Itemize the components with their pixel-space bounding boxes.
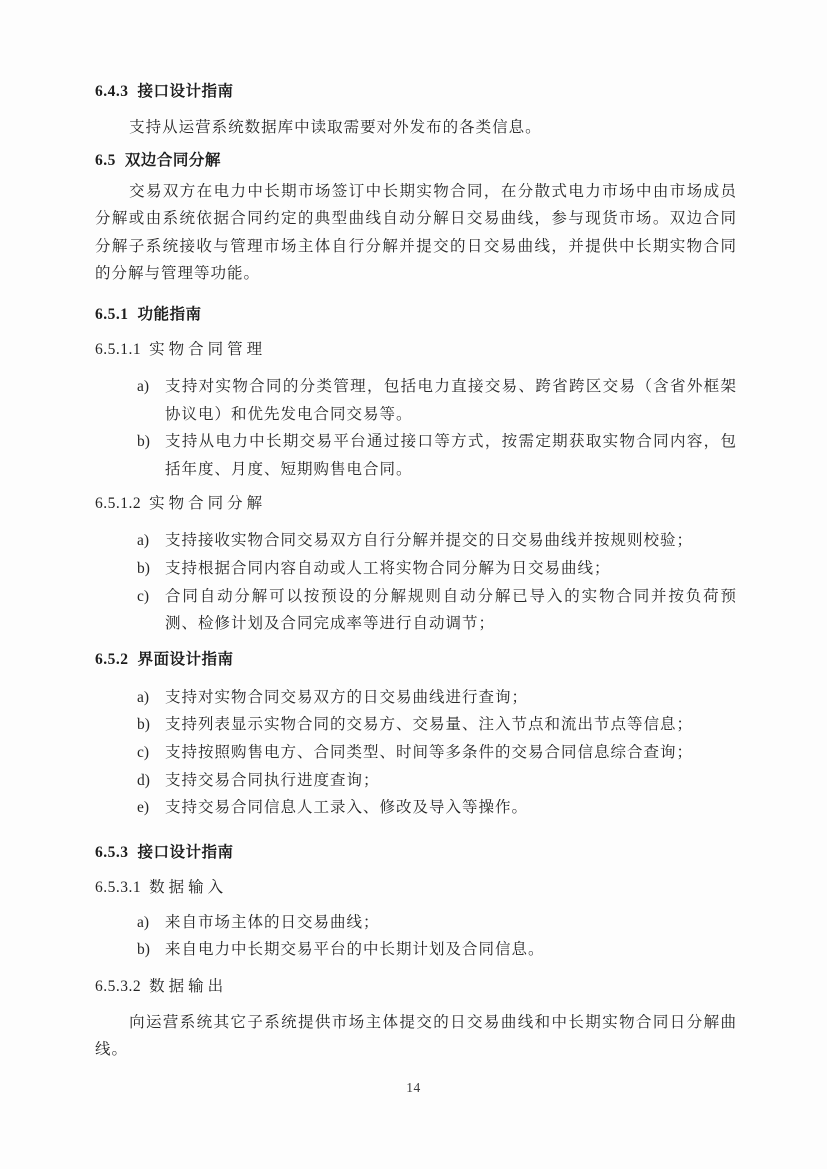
list-item-text: 支持交易合同信息人工录入、修改及导入等操作。 bbox=[165, 799, 529, 817]
list-item bbox=[137, 684, 737, 712]
list-item bbox=[137, 739, 737, 767]
list-marker: b) bbox=[137, 716, 150, 734]
heading-number: 6.5.1 bbox=[95, 305, 129, 323]
heading-number: 6.5.1.1 bbox=[95, 340, 142, 358]
heading-title: 界面设计指南 bbox=[137, 650, 234, 668]
list-item-text: 支持从电力中长期交易平台通过接口等方式，按需定期获取实物合同内容，包括年度、月度、短期购售电合同。 bbox=[165, 433, 737, 478]
list-item-text: 支持按照购售电方、合同类型、时间等多条件的交易合同信息综合查询； bbox=[165, 743, 694, 761]
list-item-text: 来自电力中长期交易平台的中长期计划及合同信息。 bbox=[165, 941, 545, 959]
list-item-text: 支持根据合同内容自动或人工将实物合同分解为日交易曲线； bbox=[165, 559, 611, 577]
list-item bbox=[137, 909, 737, 937]
list-item bbox=[137, 794, 737, 822]
list-item-text: 支持接收实物合同交易双方自行分解并提交的日交易曲线并按规则校验； bbox=[165, 532, 694, 550]
body-paragraph: 交易双方在电力中长期市场签订中长期实物合同，在分散式电力市场中由市场成员分解或由系统依据合同约定的典型曲线自动分解日交易曲线，参与现货市场。双边合同分解子系统接收与管理市场主体自行分解并提交的日交易曲线，并提供中长期实物合同的分解与管理等功能。 bbox=[95, 182, 737, 283]
list-item-text: 支持对实物合同交易双方的日交易曲线进行查询； bbox=[165, 688, 529, 706]
list-item bbox=[137, 527, 737, 555]
heading-6-5-3-1 bbox=[95, 874, 737, 902]
list-marker: e) bbox=[137, 799, 150, 817]
list-item bbox=[137, 711, 737, 739]
heading-title: 实物合同分解 bbox=[149, 495, 267, 513]
page-number: 14 bbox=[406, 1080, 421, 1095]
heading-number: 6.4.3 bbox=[95, 83, 129, 100]
heading-title: 数据输出 bbox=[149, 977, 228, 995]
list-marker: b) bbox=[137, 941, 150, 959]
heading-6-5-1-1 bbox=[95, 336, 737, 364]
lettered-list bbox=[137, 684, 737, 822]
list-marker: b) bbox=[137, 433, 150, 451]
heading-title: 接口设计指南 bbox=[137, 83, 234, 100]
body-paragraph: 支持从运营系统数据库中读取需要对外发布的各类信息。 bbox=[129, 119, 542, 136]
list-marker: a) bbox=[137, 913, 150, 931]
heading-6-5-1 bbox=[95, 301, 737, 329]
heading-title: 实物合同管理 bbox=[149, 340, 267, 358]
list-item bbox=[137, 936, 737, 964]
list-item-text: 支持列表显示实物合同的交易方、交易量、注入节点和流出节点等信息； bbox=[165, 716, 694, 734]
heading-number: 6.5.3 bbox=[95, 843, 129, 861]
heading-title: 功能指南 bbox=[137, 305, 202, 323]
heading-6-5-2 bbox=[95, 646, 737, 674]
heading-6-5 bbox=[95, 147, 737, 175]
heading-number: 6.5.2 bbox=[95, 650, 129, 668]
list-item-text: 支持对实物合同的分类管理，包括电力直接交易、跨省跨区交易（含省外框架协议电）和优先发电合同交易等。 bbox=[165, 377, 737, 423]
list-item bbox=[137, 583, 737, 638]
list-marker: b) bbox=[137, 559, 150, 577]
heading-title: 双边合同分解 bbox=[124, 151, 221, 169]
list-marker: c) bbox=[137, 743, 150, 761]
heading-number: 6.5 bbox=[95, 151, 116, 169]
list-item bbox=[137, 428, 737, 483]
lettered-list bbox=[137, 373, 737, 483]
heading-6-5-3-2 bbox=[95, 973, 737, 1001]
list-marker: d) bbox=[137, 771, 150, 789]
list-marker: c) bbox=[137, 587, 150, 605]
heading-title: 数据输入 bbox=[149, 878, 228, 896]
list-item-text: 支持交易合同执行进度查询； bbox=[165, 771, 380, 789]
heading-number: 6.5.1.2 bbox=[95, 495, 142, 513]
list-item bbox=[137, 555, 737, 583]
page-footer bbox=[0, 1080, 827, 1096]
list-marker: a) bbox=[137, 377, 150, 395]
heading-6-5-3 bbox=[95, 839, 737, 867]
heading-6-5-1-2 bbox=[95, 490, 737, 518]
lettered-list bbox=[137, 909, 737, 964]
list-item-text: 合同自动分解可以按预设的分解规则自动分解已导入的实物合同并按负荷预测、检修计划及合同完成率等进行自动调节； bbox=[165, 587, 737, 633]
list-item-text: 来自市场主体的日交易曲线； bbox=[165, 913, 380, 931]
list-marker: a) bbox=[137, 688, 150, 706]
heading-number: 6.5.3.2 bbox=[95, 977, 142, 995]
heading-6-4-3 bbox=[95, 78, 737, 106]
list-marker: a) bbox=[137, 532, 150, 550]
lettered-list bbox=[137, 527, 737, 637]
list-item bbox=[137, 767, 737, 795]
heading-title: 接口设计指南 bbox=[137, 843, 234, 861]
body-paragraph: 向运营系统其它子系统提供市场主体提交的日交易曲线和中长期实物合同日分解曲线。 bbox=[95, 1013, 737, 1059]
heading-number: 6.5.3.1 bbox=[95, 878, 142, 896]
list-item bbox=[137, 373, 737, 428]
